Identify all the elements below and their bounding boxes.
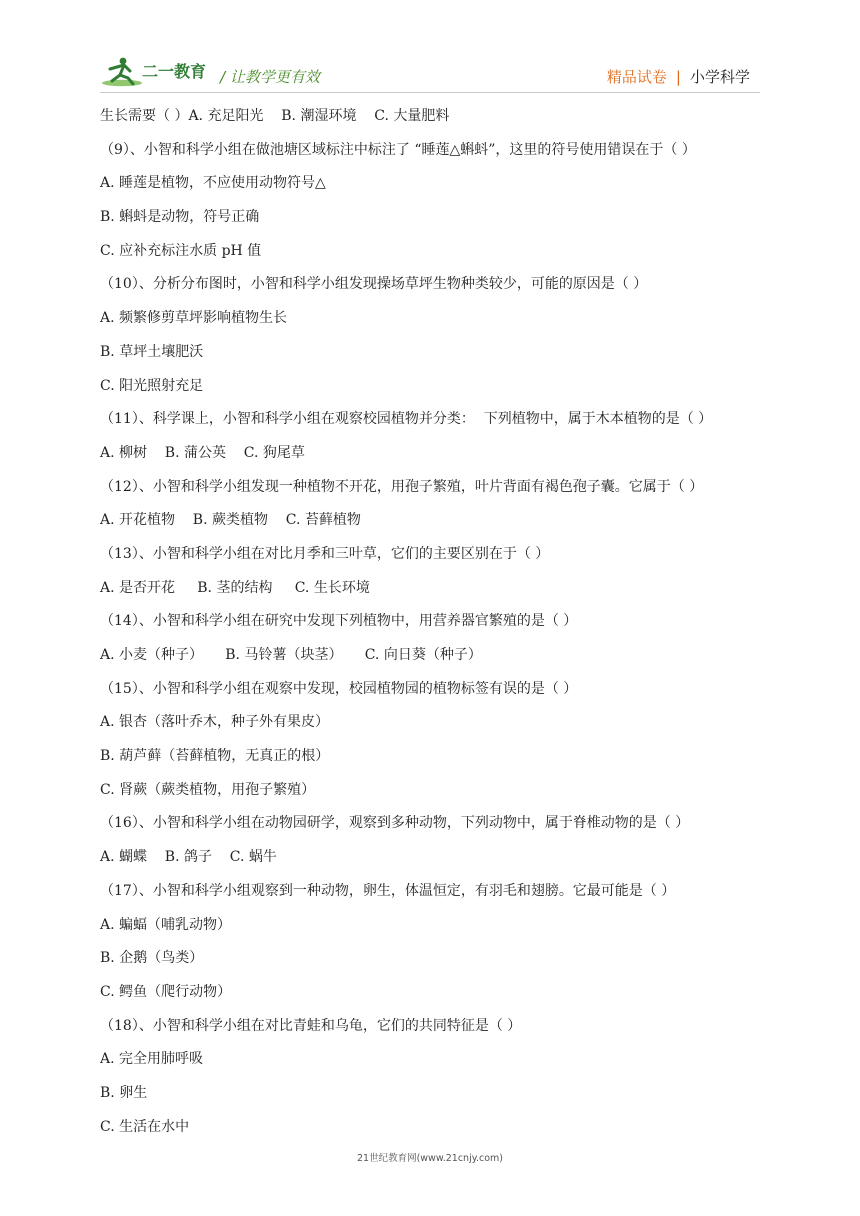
- answer-option: B. 草坪土壤肥沃: [100, 343, 204, 360]
- site-logo: [100, 56, 235, 88]
- slogan: / 让教学更有效: [220, 68, 320, 86]
- question-stem: （12）、小智和科学小组发现一种植物不开花，用孢子繁殖，叶片背面有褐色孢子囊。它属于（ ）: [100, 478, 704, 495]
- subject-name: 小学科学: [689, 68, 750, 86]
- answer-option: C. 应补充标注水质 pH 值: [100, 242, 262, 259]
- question-stem: （18）、小智和科学小组在对比青蛙和乌龟，它们的共同特征是（ ）: [100, 1017, 522, 1034]
- answer-option: C. 阳光照射充足: [100, 377, 204, 394]
- answer-option: B. 蝌蚪是动物，符号正确: [100, 209, 260, 226]
- answer-option: C. 肾蕨（蕨类植物，用孢子繁殖）: [100, 781, 316, 798]
- brand-separator: |: [675, 68, 681, 86]
- answer-option: A. 蝙蝠（哺乳动物）: [100, 916, 232, 933]
- header-divider: [100, 92, 760, 93]
- question-stem: （14）、小智和科学小组在研究中发现下列植物中，用营养器官繁殖的是（ ）: [100, 613, 578, 630]
- subject-label: [607, 66, 750, 87]
- question-stem: （15）、小智和科学小组在观察中发现，校园植物园的植物标签有误的是（ ）: [100, 680, 578, 697]
- question-stem: （16）、小智和科学小组在动物园研学，观察到多种动物，下列动物中，属于脊椎动物的是（ ）: [100, 815, 690, 832]
- answer-option: C. 生活在水中: [100, 1118, 190, 1135]
- question-stem: （13）、小智和科学小组在对比月季和三叶草，它们的主要区别在于（ ）: [100, 545, 550, 562]
- page-header: [0, 0, 860, 100]
- answer-option: B. 葫芦藓（苔藓植物，无真正的根）: [100, 748, 330, 765]
- answer-option: B. 企鹅（鸟类）: [100, 950, 204, 967]
- logo-text: 二一教育: [142, 62, 207, 81]
- page-footer: 21世纪教育网(www.21cnjy.com): [356, 1153, 503, 1164]
- answer-options: A. 蝴蝶 B. 鸽子 C. 蜗牛: [100, 849, 277, 866]
- answer-option: A. 频繁修剪草坪影响植物生长: [100, 310, 288, 327]
- question-content: [100, 103, 770, 1147]
- answer-option: C. 鳄鱼（爬行动物）: [100, 983, 232, 1000]
- answer-options: A. 小麦（种子） B. 马铃薯（块茎） C. 向日葵（种子）: [100, 647, 482, 663]
- brand-label: 精品试卷: [606, 68, 667, 86]
- answer-options: A. 是否开花 B. 茎的结构 C. 生长环境: [100, 579, 370, 596]
- answer-option: B. 卵生: [100, 1084, 148, 1101]
- question-stem: （9）、小智和科学小组在做池塘区域标注中标注了 “睡莲△蝌蚪”，这里的符号使用错误在于（ ）: [100, 141, 696, 158]
- answer-options: A. 开花植物 B. 蕨类植物 C. 苔藓植物: [100, 512, 361, 529]
- text-line: 生长需要（ ）A. 充足阳光 B. 潮湿环境 C. 大量肥料: [100, 108, 450, 124]
- answer-options: A. 柳树 B. 蒲公英 C. 狗尾草: [100, 444, 305, 461]
- question-stem: （11）、科学课上，小智和科学小组在观察校园植物并分类： 下列植物中，属于木本植物的是（ ）: [100, 411, 713, 428]
- question-stem: （17）、小智和科学小组观察到一种动物，卵生，体温恒定，有羽毛和翅膀。它最可能是（ ）: [100, 882, 676, 899]
- question-stem: （10）、分析分布图时，小智和科学小组发现操场草坪生物种类较少，可能的原因是（ ）: [100, 276, 648, 293]
- answer-option: A. 睡莲是植物，不应使用动物符号△: [100, 175, 326, 192]
- answer-option: A. 银杏（落叶乔木，种子外有果皮）: [100, 714, 330, 731]
- answer-option: A. 完全用肺呼吸: [100, 1051, 204, 1068]
